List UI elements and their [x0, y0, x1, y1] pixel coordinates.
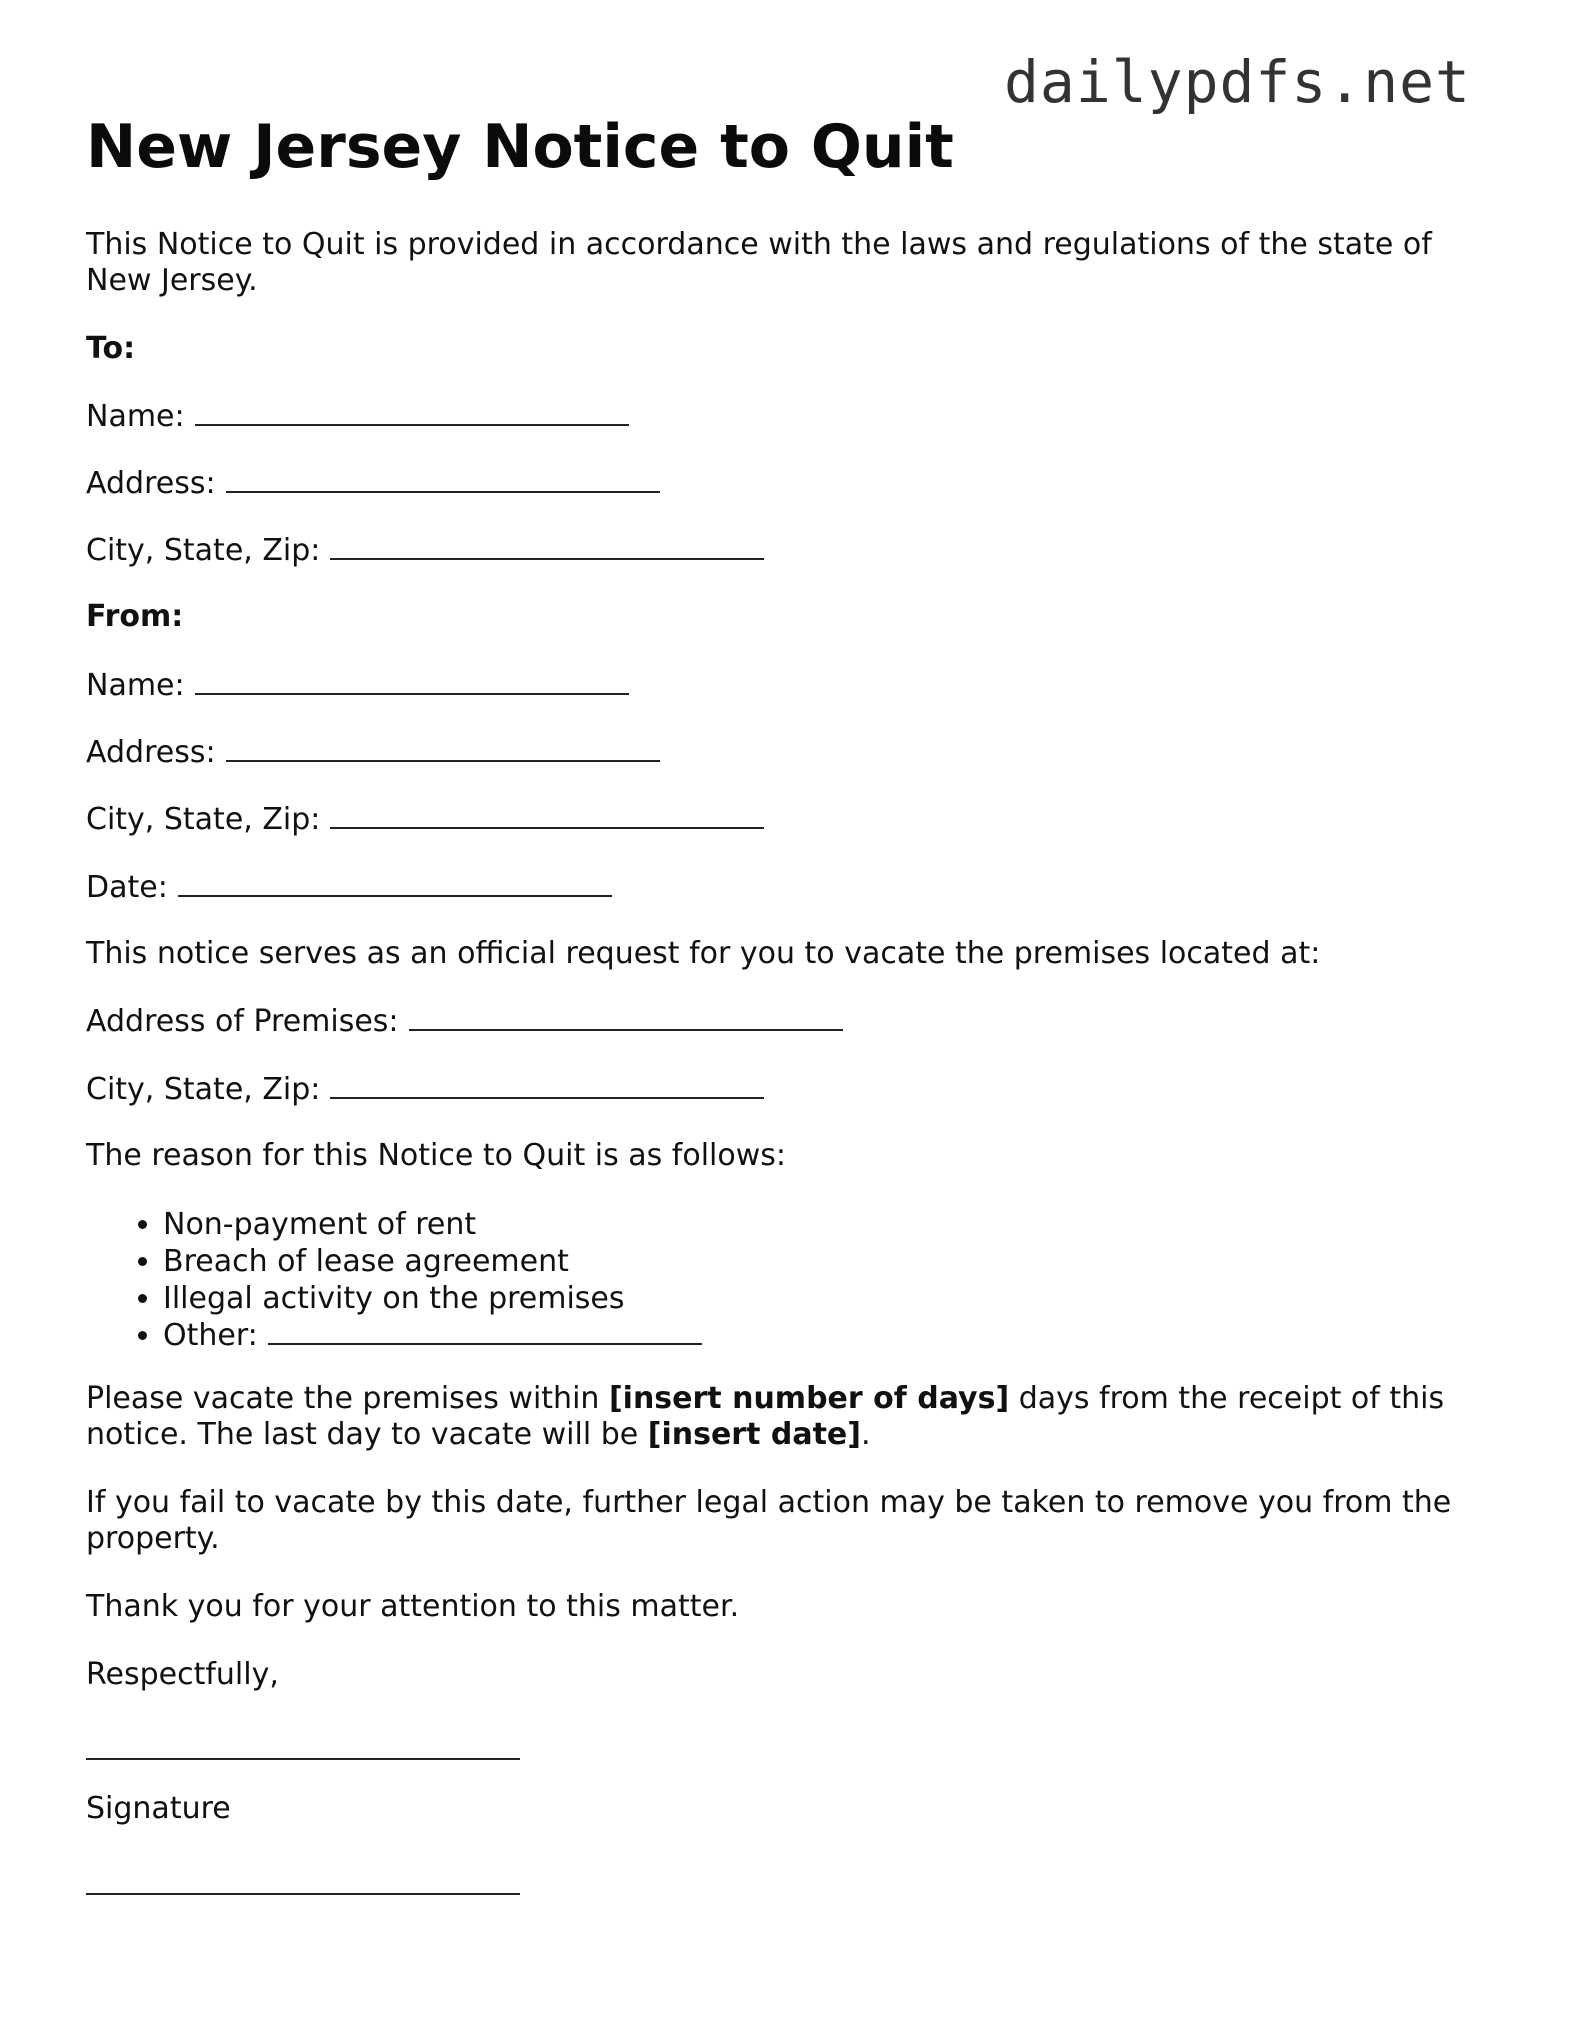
premises-address-blank[interactable]	[409, 1003, 843, 1031]
from-heading: From:	[86, 599, 184, 634]
from-address-field	[86, 734, 660, 771]
to-csz-field	[86, 532, 764, 569]
date-field	[86, 869, 612, 906]
premises-address-field	[86, 1003, 843, 1040]
date-label: Date:	[86, 870, 168, 905]
date-blank[interactable]	[178, 869, 612, 897]
list-item	[163, 1317, 702, 1354]
closing-line: Respectfully,	[86, 1657, 279, 1692]
intro-paragraph: This Notice to Quit is provided in accordance with the laws and regulations of the state of New Jersey.	[86, 227, 1432, 298]
list-item: • Breach of lease agreement	[163, 1243, 702, 1280]
vacate-text-2: days from the receipt of this notice. The last day to vacate will be	[86, 1381, 1445, 1452]
premises-csz-blank[interactable]	[330, 1071, 764, 1099]
to-address-label: Address:	[86, 466, 216, 501]
premises-address-label: Address of Premises:	[86, 1004, 399, 1039]
to-heading: To:	[86, 331, 136, 366]
from-address-blank[interactable]	[226, 734, 660, 762]
vacate-text-3: .	[861, 1417, 871, 1452]
watermark: dailypdfs.net	[1004, 48, 1471, 116]
vacate-text-1: Please vacate the premises within	[86, 1381, 609, 1416]
from-name-field	[86, 667, 629, 704]
from-csz-field	[86, 801, 764, 838]
signature-blank[interactable]	[86, 1758, 520, 1760]
to-csz-label: City, State, Zip:	[86, 533, 321, 568]
printed-name-blank[interactable]	[86, 1893, 520, 1895]
other-label: Other:	[163, 1318, 258, 1353]
premises-csz-label: City, State, Zip:	[86, 1072, 321, 1107]
date-placeholder: [insert date]	[647, 1417, 861, 1452]
list-item: • Non-payment of rent	[163, 1206, 702, 1243]
to-name-field	[86, 398, 629, 435]
to-address-field	[86, 465, 660, 502]
list-item: • Illegal activity on the premises	[163, 1280, 702, 1317]
premises-intro: This notice serves as an official request for you to vacate the premises located at:	[86, 936, 1321, 971]
reason-intro: The reason for this Notice to Quit is as follows:	[86, 1138, 787, 1173]
thanks-line: Thank you for your attention to this matter.	[86, 1589, 740, 1624]
warning-paragraph: If you fail to vacate by this date, further legal action may be taken to remove you from the property.	[86, 1485, 1452, 1556]
premises-csz-field	[86, 1071, 764, 1108]
to-name-label: Name:	[86, 399, 185, 434]
other-blank[interactable]	[268, 1317, 702, 1345]
reasons-list	[86, 1206, 702, 1354]
signature-label: Signature	[86, 1791, 231, 1826]
to-name-blank[interactable]	[195, 398, 629, 426]
from-address-label: Address:	[86, 735, 216, 770]
vacate-paragraph	[86, 1381, 1486, 1453]
to-address-blank[interactable]	[226, 465, 660, 493]
from-name-blank[interactable]	[195, 667, 629, 695]
from-csz-blank[interactable]	[330, 801, 764, 829]
from-csz-label: City, State, Zip:	[86, 802, 321, 837]
page-title: New Jersey Notice to Quit	[86, 112, 954, 182]
from-name-label: Name:	[86, 668, 185, 703]
to-csz-blank[interactable]	[330, 532, 764, 560]
days-placeholder: [insert number of days]	[608, 1381, 1010, 1416]
